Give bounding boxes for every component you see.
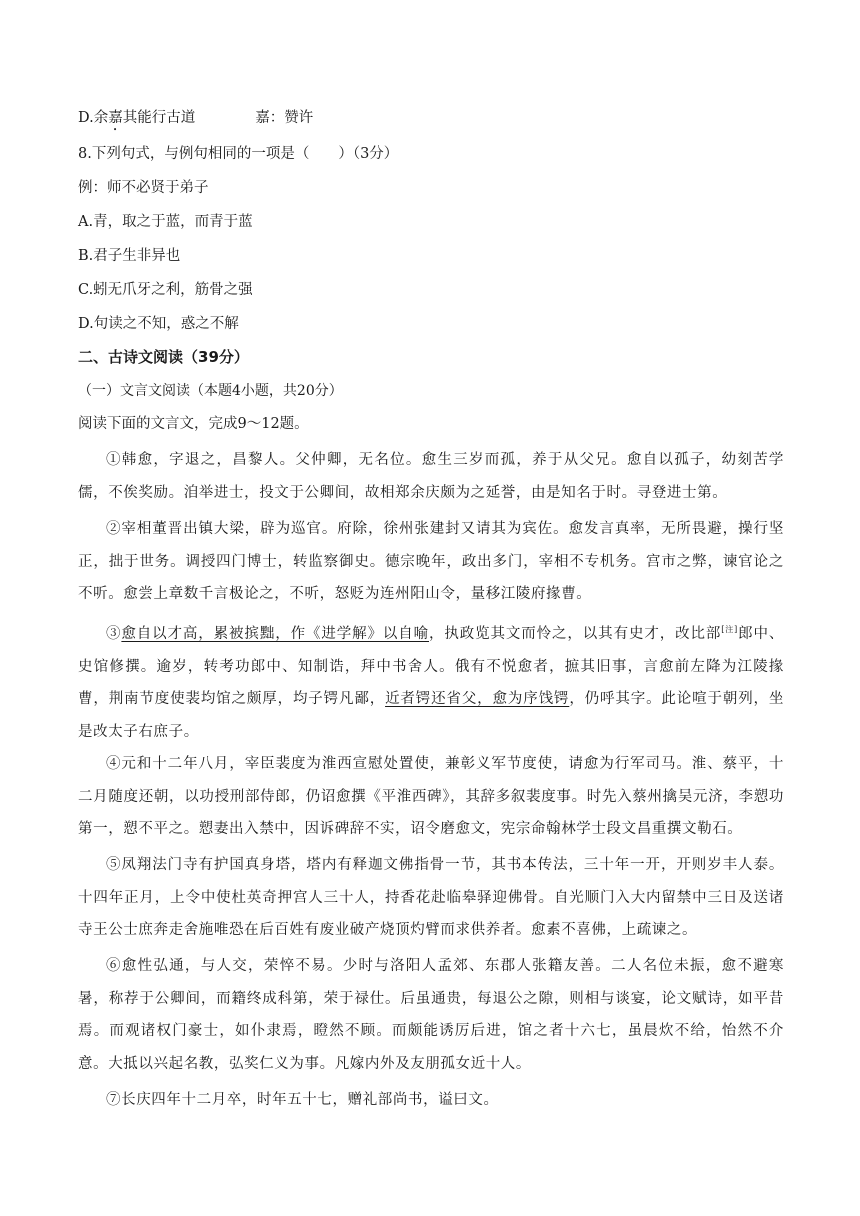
p3-text-2: 郎中、史馆修撰。逾岁，转考功郎中、知制诰，拜中书舍人。俄有不悦愈者，摭其旧事，言愈前左降为江陵掾曹，荆南节度使裴均馆之颇厚，均子锷凡鄙，	[78, 626, 784, 707]
q7-option-d-prefix: D.余	[78, 110, 109, 126]
q8-option-d: D.句读之不知，惑之不解	[78, 316, 239, 332]
q8-option-c: C.蚓无爪牙之利，筋骨之强	[78, 282, 253, 298]
passage-paragraph-1: ①韩愈，字退之，昌黎人。父仲卿，无名位。愈生三岁而孤，养于从父兄。愈自以孤子，幼刻苦学儒，不俟奖励。洎举进士，投文于公卿间，故相郑余庆颇为之延誉，由是知名于时。寻登进士第。	[78, 452, 784, 501]
p3-text-3: ，仍呼其字。此论喧于朝列，坐是改太子右庶子。	[78, 691, 785, 740]
p3-underlined-sentence-2: 近者锷还省父，愈为序饯锷	[385, 691, 570, 707]
q7-option-d-dotted-char: 嘉	[108, 110, 123, 126]
q8-option-a: A.青，取之于蓝，而青于蓝	[78, 214, 253, 230]
section-subtitle: （一）文言文阅读（本题4小题，共20分）	[78, 383, 343, 399]
q7-option-d	[78, 108, 313, 134]
section-heading: 二、古诗文阅读（39分）	[78, 348, 249, 366]
passage-paragraph-2: ②宰相董晋出镇大梁，辟为巡官。府除，徐州张建封又请其为宾佐。愈发言真率，无所畏避，操行坚正，拙于世务。调授四门博士，转监察御史。德宗晚年，政出多门，宰相不专机务。宫市之弊，谏官论之不听。愈尝上章数千言极论之，不听，怒贬为连州阳山令，量移江陵府掾曹。	[78, 521, 784, 602]
p3-footnote-mark: [注]	[721, 625, 738, 634]
q7-option-d-gloss: 嘉：赞许	[255, 110, 314, 126]
passage-paragraph-7: ⑦长庆四年十二月卒，时年五十七，赠礼部尚书，谥曰文。	[106, 1092, 499, 1108]
passage-paragraph-4: ④元和十二年八月，宰臣裴度为淮西宣慰处置使，兼彰义军节度使，请愈为行军司马。淮、蔡平，十二月随度还朝，以功授刑部侍郎，仍诏愈撰《平淮西碑》，其辞多叙裴度事。时先入蔡州擒吴元济，李愬功第一，愬不平之。愬妻出入禁中，因诉碑辞不实，诏令磨愈文，宪宗命翰林学士段文昌重撰文勒石。	[78, 756, 784, 837]
reading-instruction: 阅读下面的文言文，完成9～12题。	[78, 416, 309, 432]
passage-paragraph-5: ⑤凤翔法门寺有护国真身塔，塔内有释迦文佛指骨一节，其书本传法，三十年一开，开则岁丰人泰。十四年正月，上令中使杜英奇押宫人三十人，持香花赴临皋驿迎佛骨。自光顺门入大内留禁中三日及送诸寺王公士庶奔走舍施唯恐在后百姓有废业破产烧顶灼臂而求供养者。愈素不喜佛，上疏谏之。	[78, 857, 784, 938]
p3-underlined-sentence-1: 愈自以才高，累被摈黜，作《进学解》以自喻	[121, 626, 429, 642]
q8-option-b: B.君子生非异也	[78, 248, 181, 264]
p3-text-1: ，执政览其文而怜之，以其有史才，改比部	[429, 626, 722, 642]
passage-paragraph-3	[78, 614, 784, 748]
p3-lead: ③	[106, 626, 122, 642]
q8-example: 例：师不必贤于弟子	[78, 180, 209, 196]
q8-question: 8.下列句式，与例句相同的一项是（ ）（3分）	[78, 146, 399, 162]
q7-option-d-text: 其能行古道	[122, 110, 196, 126]
passage-paragraph-6: ⑥愈性弘通，与人交，荣悴不易。少时与洛阳人孟郊、东郡人张籍友善。二人名位未振，愈不避寒暑，称荐于公卿间，而籍终成科第，荣于禄仕。后虽通贵，每退公之隙，则相与谈宴，论文赋诗，如平昔焉。而观诸权门豪士，如仆隶焉，瞪然不顾。而颇能诱厉后进，馆之者十六七，虽晨炊不给，怡然不介意。大抵以兴起名教，弘奖仁义为事。凡嫁内外及友朋孤女近十人。	[78, 958, 784, 1072]
